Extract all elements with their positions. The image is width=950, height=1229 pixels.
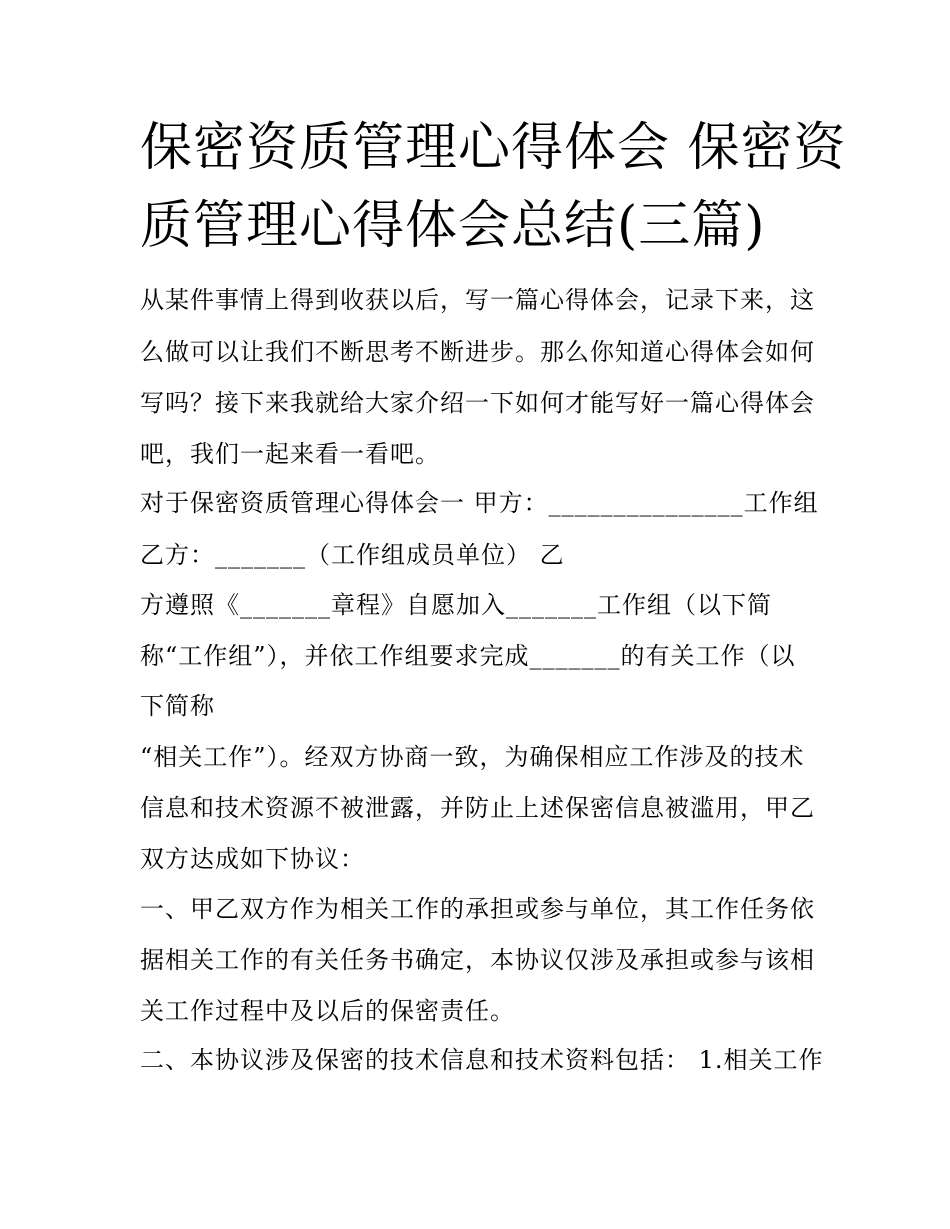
document-title-line-2: 质管理心得体会总结(三篇) — [140, 196, 766, 256]
body-line: 对于保密资质管理心得体会一 甲方：_______________工作组 — [140, 489, 819, 517]
document-title-line-1: 保密资质管理心得体会 保密资 — [140, 118, 847, 178]
body-line: 下简称 — [140, 692, 215, 720]
body-line: 乙方：_______（工作组成员单位） 乙 — [140, 541, 565, 569]
body-line: 信息和技术资源不被泄露，并防止上述保密信息被滥用，甲乙 — [140, 794, 815, 822]
body-line: 二、本协议涉及保密的技术信息和技术资料包括： 1.相关工作 — [140, 1046, 824, 1074]
body-line: 据相关工作的有关任务书确定，本协议仅涉及承担或参与该相 — [140, 946, 815, 974]
body-line: 写吗？接下来我就给大家介绍一下如何才能写好一篇心得体会 — [140, 389, 815, 417]
body-line: 一、甲乙双方作为相关工作的承担或参与单位，其工作任务依 — [140, 895, 815, 923]
body-line: 方遵照《_______章程》自愿加入_______工作组（以下简 — [140, 591, 772, 619]
body-line: 吧，我们一起来看一看吧。 — [140, 440, 440, 468]
body-line: 从某件事情上得到收获以后，写一篇心得体会，记录下来，这 — [140, 286, 815, 314]
body-line: 称“工作组”），并依工作组要求完成_______的有关工作（以 — [140, 642, 796, 670]
body-line: 双方达成如下协议： — [140, 845, 365, 873]
body-line: 么做可以让我们不断思考不断进步。那么你知道心得体会如何 — [140, 338, 815, 366]
body-line: “相关工作”）。经双方协商一致，为确保相应工作涉及的技术 — [140, 743, 805, 771]
body-line: 关工作过程中及以后的保密责任。 — [140, 997, 515, 1025]
